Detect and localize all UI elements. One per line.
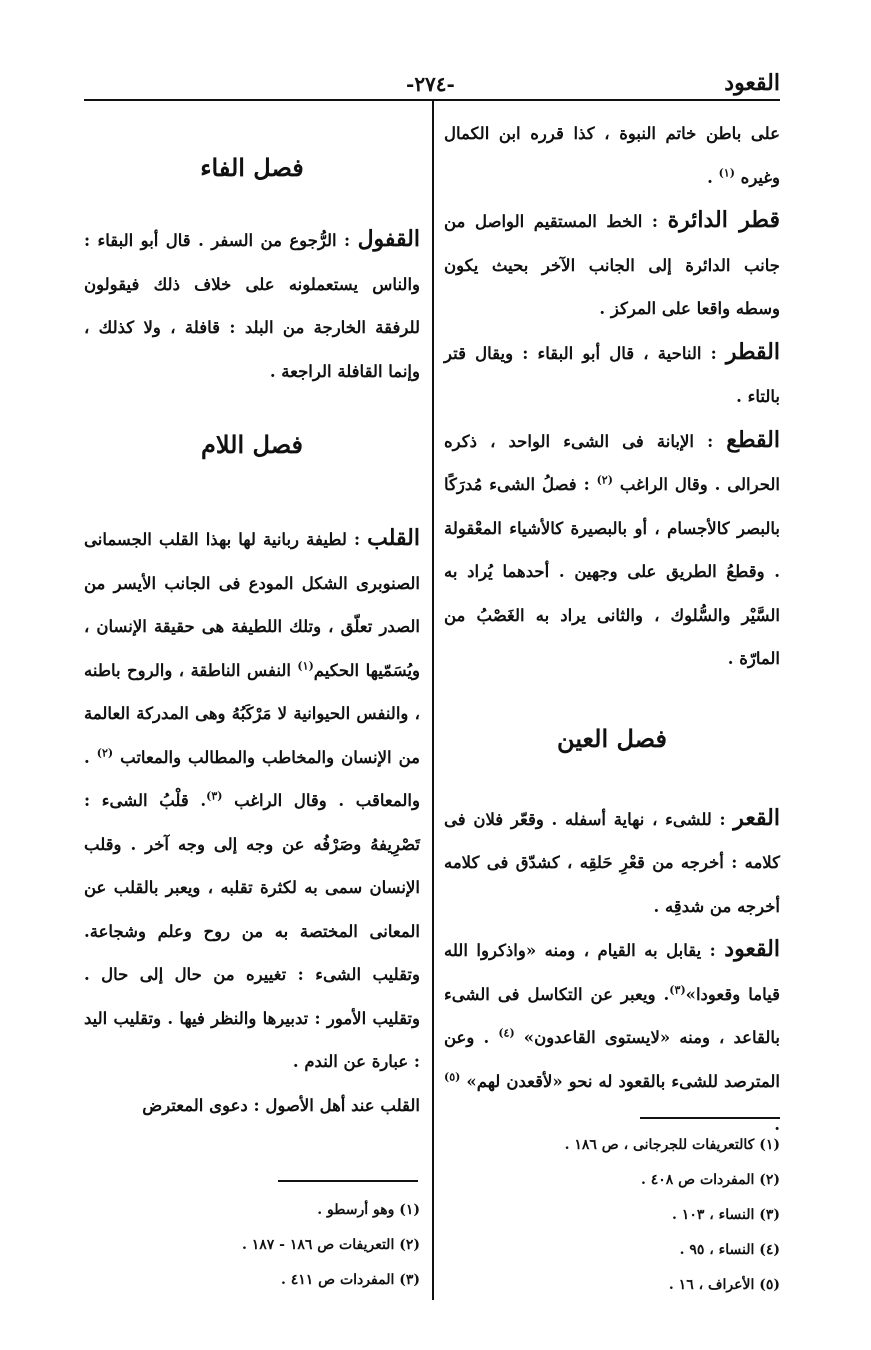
page-number: -٢٧٤- — [406, 72, 455, 96]
footnote-rule-right — [640, 1117, 780, 1119]
footnote-ref: (١) — [297, 659, 314, 672]
section-heading-fa: فصل الفاء — [200, 153, 304, 182]
footnote-ref: (٣) — [669, 983, 686, 996]
footnote-rule-left — [278, 1180, 418, 1182]
footnote: (٣) المفردات ص ٤١١ . — [281, 1272, 420, 1288]
footnote-ref: (٢) — [96, 746, 114, 759]
footnote: (٥) الأعراف ، ١٦ . — [668, 1277, 780, 1293]
right-column — [444, 112, 780, 1147]
entry-term: القعر — [733, 804, 780, 831]
entry-term: القعود — [724, 936, 780, 962]
column-divider — [432, 100, 434, 1300]
page-header — [84, 70, 780, 100]
entry-term: القطع — [726, 426, 780, 453]
footnotes-right — [444, 1128, 780, 1303]
footnotes-left — [84, 1193, 420, 1298]
entry-qutr-al-daira: قطر الدائرة : الخط المستقيم الواصل من جانب الدائرة إلى الجانب الآخر بحيث يكون وسطه واقعا على المركز . — [444, 207, 780, 318]
entry-term: القفول — [357, 226, 420, 252]
footnote: (١) كالتعريفات للجرجانى ، ص ١٨٦ . — [564, 1137, 780, 1153]
entry-continuation: على باطن خاتم النبوة ، كذا قرره ابن الكمال وغيره $^{(١)}$ . — [444, 124, 780, 187]
entry-al-qar: القعر : للشىء ، نهاية أسفله . وقعّر فلان فى كلامه : أخرجه من قعْرِ حَلقِه ، كشدّق فى كلامه أخرجه من شدقِه . — [444, 804, 780, 916]
footnote: (٣) النساء ، ١٠٣ . — [672, 1207, 780, 1223]
footnote-ref: (٥) — [444, 1070, 461, 1083]
entry-qalb-usul: القلب عند أهل الأصول : دعوى المعترض — [142, 1095, 420, 1115]
entry-al-qat: القطع : الإبانة فى الشىء الواحد ، ذكره الحرالى . وقال الراغب $^{(٢)}$ : فصلُ الشىء مُدرَكًا بالبصر كالأجسام ، أو بالبصيرة كالأشياء المعْقولة . وقطعُ الطريق على وجهين . أحدهما يُراد به السَّيْر والسُّلوك ، والثانى يراد به الغَصْبُ من المارّة . — [444, 426, 780, 668]
entry-al-qalb: القلب : لطيفة ربانية لها بهذا القلب الجسمانى الصنوبرى الشكل المودع فى الجانب الأيسر من الصدر تعلّق ، وتلك اللطيفة هى حقيقة الإنسان ، ويُسَمّيها الحكيم$^{(١)}$ النفس الناطقة ، والروح باطنه ، والنفس الحيوانية لا مَرْكَبُهُ وهى المدركة العالمة من الإنسان والمخاطب والمطالب والمعاتب $^{(٢)}$ . والمعاقب . وقال الراغب $^{(٣)}$. قلْبُ الشىء : تَصْرِيفهُ وصَرْفُه عن وجه إلى وجه آخر . وقلب الإنسان سمى به لكثرة تقلبه ، ويعبر بالقلب عن المعانى المختصة به من روح وعلم وشجاعة. وتقليب الشىء : تغييره من حال إلى حال . وتقليب الأمور : تدبيرها والنظر فيها . وتقليب اليد : عبارة عن الندم . — [84, 525, 421, 1071]
footnote-ref: (٢) — [596, 473, 613, 487]
left-column — [84, 148, 420, 1127]
entry-al-qufool: القفول : الرُّجوع من السفر . قال أبو البقاء : والناس يستعملونه على خلاف ذلك فيقولون للرفقة الخارجة من البلد : قافلة ، ولا كذلك ، وإنما القافلة الراجعة . — [84, 226, 420, 381]
section-heading-lam: فصل اللام — [201, 430, 303, 459]
footnote: (٤) النساء ، ٩٥ . — [679, 1242, 780, 1258]
footnote-ref: (٤) — [498, 1026, 515, 1040]
footnote: (٢) التعريفات ص ١٨٦ - ١٨٧ . — [241, 1237, 420, 1253]
footnote-ref: (٣) — [206, 789, 223, 803]
footnote-ref: (١) — [718, 166, 735, 179]
entry-term: قطر الدائرة — [667, 207, 780, 233]
entry-al-quud: القعود : يقابل به القيام ، ومنه «واذكروا الله قياما وقعودا»$^{(٣)}$. ويعبر عن التكاسل فى الشىء بالقاعد ، ومنه «لايستوى القاعدون» $^{(٤)}$ . وعن المترصد للشىء بالقعود له نحو «لأقعدن لهم» $^{(٥)}$ . — [444, 936, 780, 1134]
entry-al-qutr: القطر : الناحية ، قال أبو البقاء : ويقال قتر بالتاء . — [444, 338, 780, 406]
running-head: القعود — [724, 70, 780, 96]
entry-term: القطر — [725, 338, 780, 365]
footnote: (٢) المفردات ص ٤٠٨ . — [641, 1172, 780, 1188]
footnote: (١) وهو أرسطو . — [317, 1202, 420, 1218]
entry-term: القلب — [367, 525, 420, 551]
section-heading-ayn: فصل العين — [557, 723, 667, 753]
